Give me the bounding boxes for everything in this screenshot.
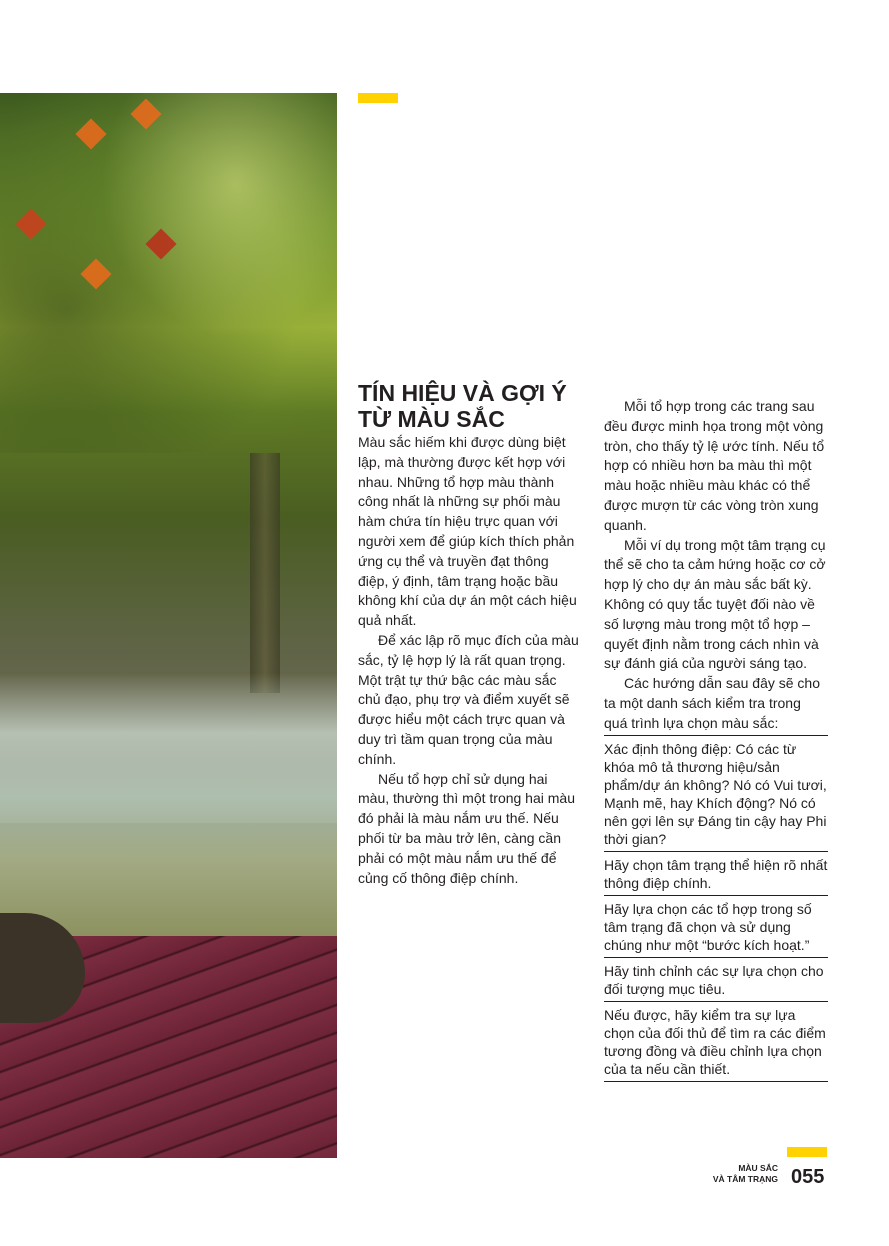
- accent-bar-top: [358, 93, 398, 103]
- section-title: [358, 380, 588, 432]
- paragraph: Các hướng dẫn sau đây sẽ cho ta một danh sách kiểm tra trong quá trình lựa chọn màu sắc:: [604, 675, 821, 731]
- footer-section-label: [690, 1163, 778, 1184]
- tree-trunk: [250, 453, 280, 693]
- title-line: TÍN HIỆU VÀ GỢI Ý: [358, 380, 567, 406]
- checklist-item: Hãy tinh chỉnh các sự lựa chọn cho đối tượng mục tiêu.: [604, 958, 828, 1002]
- guideline-checklist: [604, 735, 828, 1082]
- paragraph: Nếu tổ hợp chỉ sử dụng hai màu, thường thì một trong hai màu đó phải là màu nắm ưu thế. Nếu phối từ ba màu trở lên, càng cần phải có một màu nắm ưu thế để củng cố thông điệp chính.: [358, 770, 575, 886]
- footer-section-line: MÀU SẮC: [738, 1163, 778, 1173]
- photo-meditation-forest-river: [0, 93, 337, 1158]
- paragraph: Để xác lập rõ mục đích của màu sắc, tỷ lệ hợp lý là rất quan trọng. Một trật tự thứ bậc các màu sắc chủ đạo, phụ trợ và điểm xuyết sẽ được hiểu một cách trực quan và duy trì tầm quan trọng của màu chính.: [358, 631, 579, 767]
- checklist-item: Nếu được, hãy kiểm tra sự lựa chọn của đối thủ để tìm ra các điểm tương đồng và điều chỉnh lựa chọn của ta nếu cần thiết.: [604, 1002, 828, 1082]
- accent-bar-bottom: [787, 1147, 827, 1157]
- paragraph: Màu sắc hiếm khi được dùng biệt lập, mà thường được kết hợp với nhau. Những tổ hợp màu thành công nhất là những sự phối màu hàm chứa tín hiệu trực quan với người xem để giúp kích thích phản ứng cụ thể và truyền đạt thông điệp, ý định, tâm trạng hoặc bầu không khí của dự án một cách hiệu quả nhất.: [358, 434, 577, 629]
- checklist-item: Hãy chọn tâm trạng thể hiện rõ nhất thông điệp chính.: [604, 852, 828, 896]
- tree-canopy: [0, 93, 337, 453]
- page-number: 055: [791, 1166, 825, 1188]
- river-mist: [0, 673, 337, 823]
- left-text-column: [358, 433, 580, 888]
- checklist-item: Hãy lựa chọn các tổ hợp trong số tâm trạng đã chọn và sử dụng chúng như một “bước kích hoạt.”: [604, 896, 828, 958]
- title-line: TỪ MÀU SẮC: [358, 406, 505, 432]
- right-text-column: [604, 397, 828, 1082]
- paragraph: Mỗi tổ hợp trong các trang sau đều được minh họa trong một vòng tròn, cho thấy tỷ lệ ước tính. Nếu tổ hợp có nhiều hơn ba màu thì một màu hoặc nhiều màu khác có thể được mượn từ các vòng tròn xung quanh.: [604, 398, 825, 533]
- footer-section-line: VÀ TÂM TRẠNG: [712, 1173, 778, 1184]
- checklist-item: Xác định thông điệp: Có các từ khóa mô tả thương hiệu/sản phẩm/dự án không? Nó có Vui tươi, Mạnh mẽ, hay Khích động? Nó có nên gợi lên sự Đáng tin cậy hay Phi thời gian?: [604, 736, 828, 852]
- paragraph: Mỗi ví dụ trong một tâm trạng cụ thể sẽ cho ta cảm hứng hoặc cơ cở hợp lý cho dự án màu sắc bất kỳ. Không có quy tắc tuyệt đối nào về số lượng màu trong một tổ hợp – quyết định nằm trong cách nhìn và sự đánh giá của người sáng tạo.: [604, 536, 826, 672]
